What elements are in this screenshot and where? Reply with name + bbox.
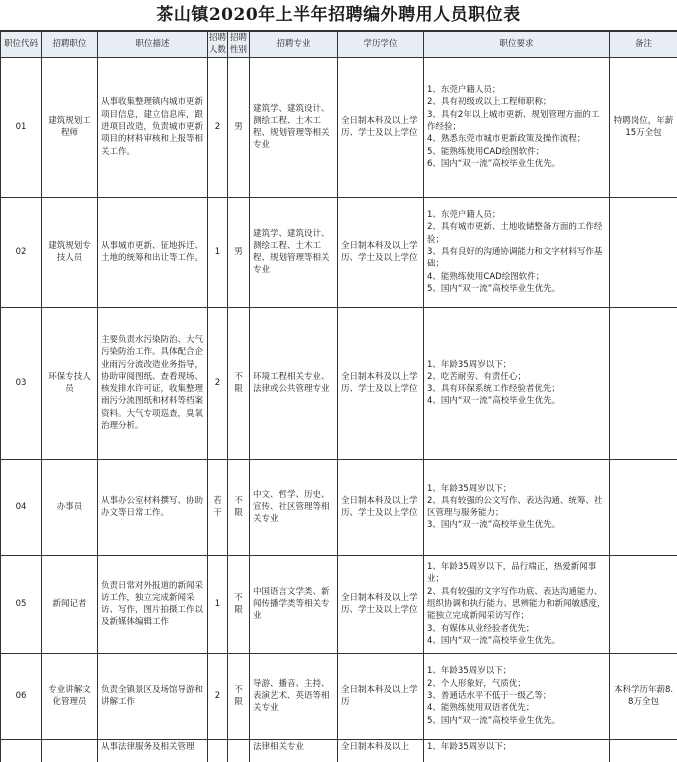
job-remarks: 特聘岗位，年薪15万全包 xyxy=(610,57,677,197)
job-major: 建筑学、建筑设计、测绘工程、土木工程、规划管理等相关专业 xyxy=(250,57,338,197)
job-requirements: 1、年龄35周岁以下； xyxy=(424,739,610,762)
table-row xyxy=(1,307,677,459)
header-code: 职位代码 xyxy=(1,32,42,58)
header-gender: 招聘性别 xyxy=(228,32,250,58)
header-count: 招聘人数 xyxy=(209,33,227,56)
job-description: 负责日常对外报道的新闻采访工作，独立完成新闻采访、写作，图片拍摄工作以及新媒体编辑工作 xyxy=(98,555,208,653)
requirement-line: 2、个人形象好，气质优； xyxy=(427,678,526,689)
requirement-line: 6、国内“双一流”高校毕业生优先。 xyxy=(427,158,561,169)
job-requirements xyxy=(424,307,610,459)
table-row xyxy=(1,653,677,739)
job-gender: 不限 xyxy=(228,459,250,555)
job-position xyxy=(42,739,98,762)
table-row-partial xyxy=(1,739,677,762)
job-gender: 不限 xyxy=(228,555,250,653)
job-code: 05 xyxy=(1,555,42,653)
job-requirements xyxy=(424,57,610,197)
requirement-line: 3、有媒体从业经验者优先； xyxy=(427,623,535,634)
job-code: 01 xyxy=(1,57,42,197)
requirement-line: 1、东莞户籍人员； xyxy=(427,85,501,96)
requirement-line: 3、普通话水平不低于一级乙等； xyxy=(427,690,552,701)
table-row xyxy=(1,57,677,197)
job-count: 1 xyxy=(208,197,228,307)
requirement-line: 3、具有良好的沟通协调能力和文字材料写作基础； xyxy=(427,246,603,270)
requirement-line: 2、具有初级或以上工程师职称； xyxy=(427,97,552,108)
job-description: 主要负责水污染防治、大气污染防治工作。具体配合企业雨污分流改造业务指导，协助审阅图纸、查看现场、核发排水许可证，收集整理雨污分流图纸和材料等档案资料。大气专项巡查，臭氧治理分析。 xyxy=(98,307,208,459)
job-major: 环境工程相关专业、法律或公共管理专业 xyxy=(250,307,338,459)
job-rows xyxy=(1,57,677,762)
job-major: 导游、播音、主持、表演艺术、英语等相关专业 xyxy=(250,653,338,739)
job-requirements xyxy=(424,653,610,739)
job-count: 若干 xyxy=(208,459,228,555)
job-description: 从事收集整理镇内城市更新项目信息，建立信息库，跟进项目改造，负责城市更新项目的材料审核和上报等相关工作。 xyxy=(98,57,208,197)
requirement-line: 5、国内“双一流”高校毕业生优先。 xyxy=(427,715,561,726)
header-position: 招聘职位 xyxy=(42,32,98,58)
job-education: 全日制本科及以上学历、学士及以上学位 xyxy=(338,57,424,197)
requirement-line: 2、具有较强的公文写作、表达沟通、统筹、社区管理与服务能力； xyxy=(427,495,603,519)
job-gender: 不限 xyxy=(228,307,250,459)
requirement-line: 5、能熟练使用CAD绘图软件； xyxy=(427,146,545,157)
job-count: 2 xyxy=(208,653,228,739)
requirement-line: 4、国内“双一流”高校毕业生优先。 xyxy=(427,396,561,407)
table-row xyxy=(1,555,677,653)
table-row xyxy=(1,459,677,555)
requirement-line: 3、具有环保系统工作经验者优先； xyxy=(427,384,560,395)
job-description: 负责全镇景区及场馆导游和讲解工作 xyxy=(98,653,208,739)
job-code: 03 xyxy=(1,307,42,459)
requirement-line: 5、国内“双一流”高校毕业生优先。 xyxy=(427,283,561,294)
requirement-line: 2、具有城市更新、土地收储整备方面的工作经验； xyxy=(427,222,603,245)
document-title: 茶山镇2020年上半年招聘编外聘用人员职位表 xyxy=(0,0,677,31)
job-gender xyxy=(228,739,250,762)
job-education: 全日制本科及以上学历 xyxy=(338,653,424,739)
job-count: 2 xyxy=(208,307,228,459)
job-requirements xyxy=(424,197,610,307)
header-remarks: 备注 xyxy=(610,32,677,58)
job-remarks xyxy=(610,555,677,653)
job-position: 环保专技人员 xyxy=(42,307,98,459)
job-code: 04 xyxy=(1,459,42,555)
job-position: 建筑规划工程师 xyxy=(42,57,98,197)
job-requirements xyxy=(424,555,610,653)
job-description: 从事办公室材料撰写、协助办文等日常工作。 xyxy=(98,459,208,555)
job-code xyxy=(1,739,42,762)
requirement-line: 2、吃苦耐劳、有责任心； xyxy=(427,371,526,382)
requirement-line: 2、具有较强的文字写作功底、表达沟通能力、组织协调和执行能力、思辨能力和新闻敏感度，能独立完成新闻采访写作； xyxy=(427,586,606,622)
job-position: 专业讲解文化管理员 xyxy=(42,653,98,739)
header-description: 职位描述 xyxy=(98,32,208,58)
job-description: 从事法律服务及相关管理 xyxy=(98,739,208,762)
job-count xyxy=(208,739,228,762)
job-major: 中国语言文学类、新闻传播学类等相关专业 xyxy=(250,555,338,653)
job-position: 新闻记者 xyxy=(42,555,98,653)
job-code: 06 xyxy=(1,653,42,739)
job-code: 02 xyxy=(1,197,42,307)
job-education: 全日制本科及以上学历、学士及以上学位 xyxy=(338,459,424,555)
header-requirements: 职位要求 xyxy=(424,32,610,58)
requirement-line: 3、国内“双一流”高校毕业生优先。 xyxy=(427,520,561,531)
requirement-line: 3、具有2年以上城市更新、规划管理方面的工作经验； xyxy=(427,109,600,132)
job-gender: 不限 xyxy=(228,653,250,739)
requirement-line: 1、年龄35周岁以下； xyxy=(427,666,512,677)
table-row xyxy=(1,197,677,307)
table-header-row xyxy=(1,32,677,58)
job-remarks: 本科学历年薪8.8万全包 xyxy=(610,653,677,739)
requirement-line: 4、熟悉东莞市城市更新政策及操作流程； xyxy=(427,134,586,145)
requirement-line: 4、能熟练使用CAD绘图软件； xyxy=(427,271,545,282)
job-education: 全日制本科及以上学历、学士及以上学位 xyxy=(338,197,424,307)
job-education: 全日制本科及以上学历、学士及以上学位 xyxy=(338,555,424,653)
job-gender: 男 xyxy=(228,57,250,197)
job-major: 法律相关专业 xyxy=(250,739,338,762)
header-education: 学历学位 xyxy=(338,32,424,58)
requirement-line: 1、东莞户籍人员； xyxy=(427,210,501,221)
job-gender: 男 xyxy=(228,197,250,307)
job-remarks xyxy=(610,307,677,459)
requirement-line: 1、年龄35周岁以下，品行端正，热爱新闻事业； xyxy=(427,562,597,585)
job-requirements xyxy=(424,459,610,555)
job-major: 建筑学、建筑设计、测绘工程、土木工程、规划管理等相关专业 xyxy=(250,197,338,307)
job-table xyxy=(0,31,677,762)
job-count: 2 xyxy=(208,57,228,197)
job-position: 办事员 xyxy=(42,459,98,555)
job-remarks xyxy=(610,197,677,307)
header-major: 招聘专业 xyxy=(250,32,338,58)
job-count: 1 xyxy=(208,555,228,653)
requirement-line: 4、能熟练使用双语者优先； xyxy=(427,703,535,714)
job-position: 建筑规划专技人员 xyxy=(42,197,98,307)
requirement-line: 1、年龄35周岁以下； xyxy=(427,359,512,370)
job-remarks xyxy=(610,459,677,555)
job-major: 中文、哲学、历史、宣传、社区管理等相关专业 xyxy=(250,459,338,555)
job-education: 全日制本科及以上 xyxy=(338,739,424,762)
requirement-line: 1、年龄35周岁以下； xyxy=(427,483,512,494)
requirement-line: 4、国内“双一流”高校毕业生优先。 xyxy=(427,635,561,646)
job-description: 从事城市更新、征地拆迁、土地的统筹和出让等工作。 xyxy=(98,197,208,307)
job-education: 全日制本科及以上学历、学士及以上学位 xyxy=(338,307,424,459)
job-remarks xyxy=(610,739,677,762)
